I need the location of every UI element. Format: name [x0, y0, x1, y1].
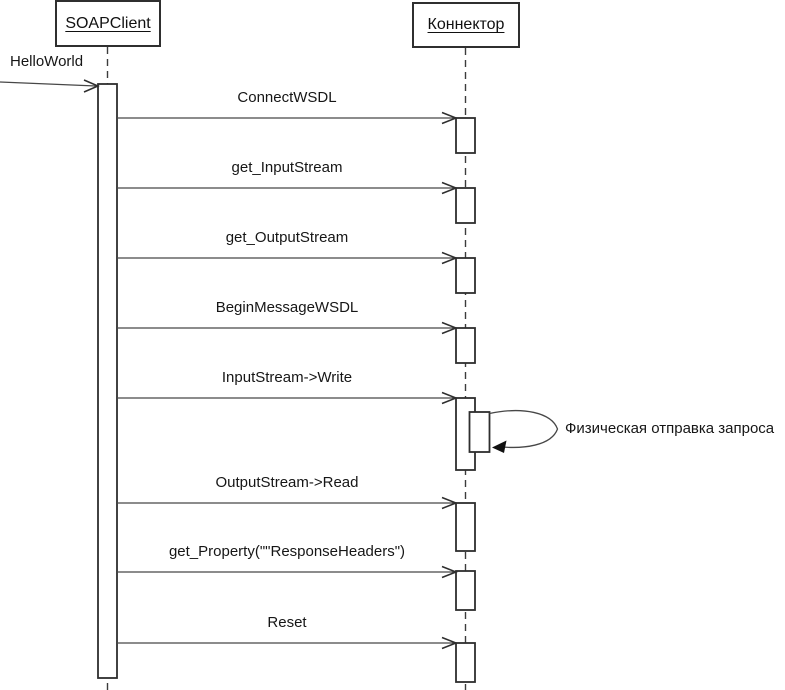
activation-reset	[456, 643, 475, 682]
lifeline-head-konnektor	[412, 2, 520, 48]
activation-get-outputstream	[456, 258, 475, 293]
self-message-loop	[490, 411, 558, 448]
lifeline-name-soapclient: SOAPClient	[65, 14, 151, 32]
message-label-self-send-request: Физическая отправка запроса	[565, 420, 775, 437]
activation-outputstream-read	[456, 503, 475, 551]
message-label-helloworld: HelloWorld	[10, 53, 84, 70]
activation-beginmessagewsdl	[456, 328, 475, 363]
activation-self-call	[470, 412, 490, 452]
activation-soapclient	[98, 84, 117, 678]
lifeline-head-soapclient	[55, 0, 161, 47]
lifeline-name-konnektor: Коннектор	[427, 16, 505, 33]
message-label-get-inputstream: get_InputStream	[231, 159, 343, 176]
message-label-get-property: get_Property(""ResponseHeaders")	[168, 543, 406, 560]
arrowhead-self-message	[492, 441, 507, 454]
message-label-beginmessagewsdl: BeginMessageWSDL	[215, 299, 359, 316]
activation-get-inputstream	[456, 188, 475, 223]
activation-connectwsdl	[456, 118, 475, 153]
message-label-connectwsdl: ConnectWSDL	[237, 89, 337, 106]
message-label-reset: Reset	[267, 614, 307, 631]
message-label-get-outputstream: get_OutputStream	[225, 229, 349, 246]
message-label-outputstream-read: OutputStream->Read	[215, 474, 359, 491]
message-label-inputstream-write: InputStream->Write	[221, 369, 353, 386]
activation-get-property	[456, 571, 475, 610]
arrow-helloworld	[0, 82, 96, 86]
